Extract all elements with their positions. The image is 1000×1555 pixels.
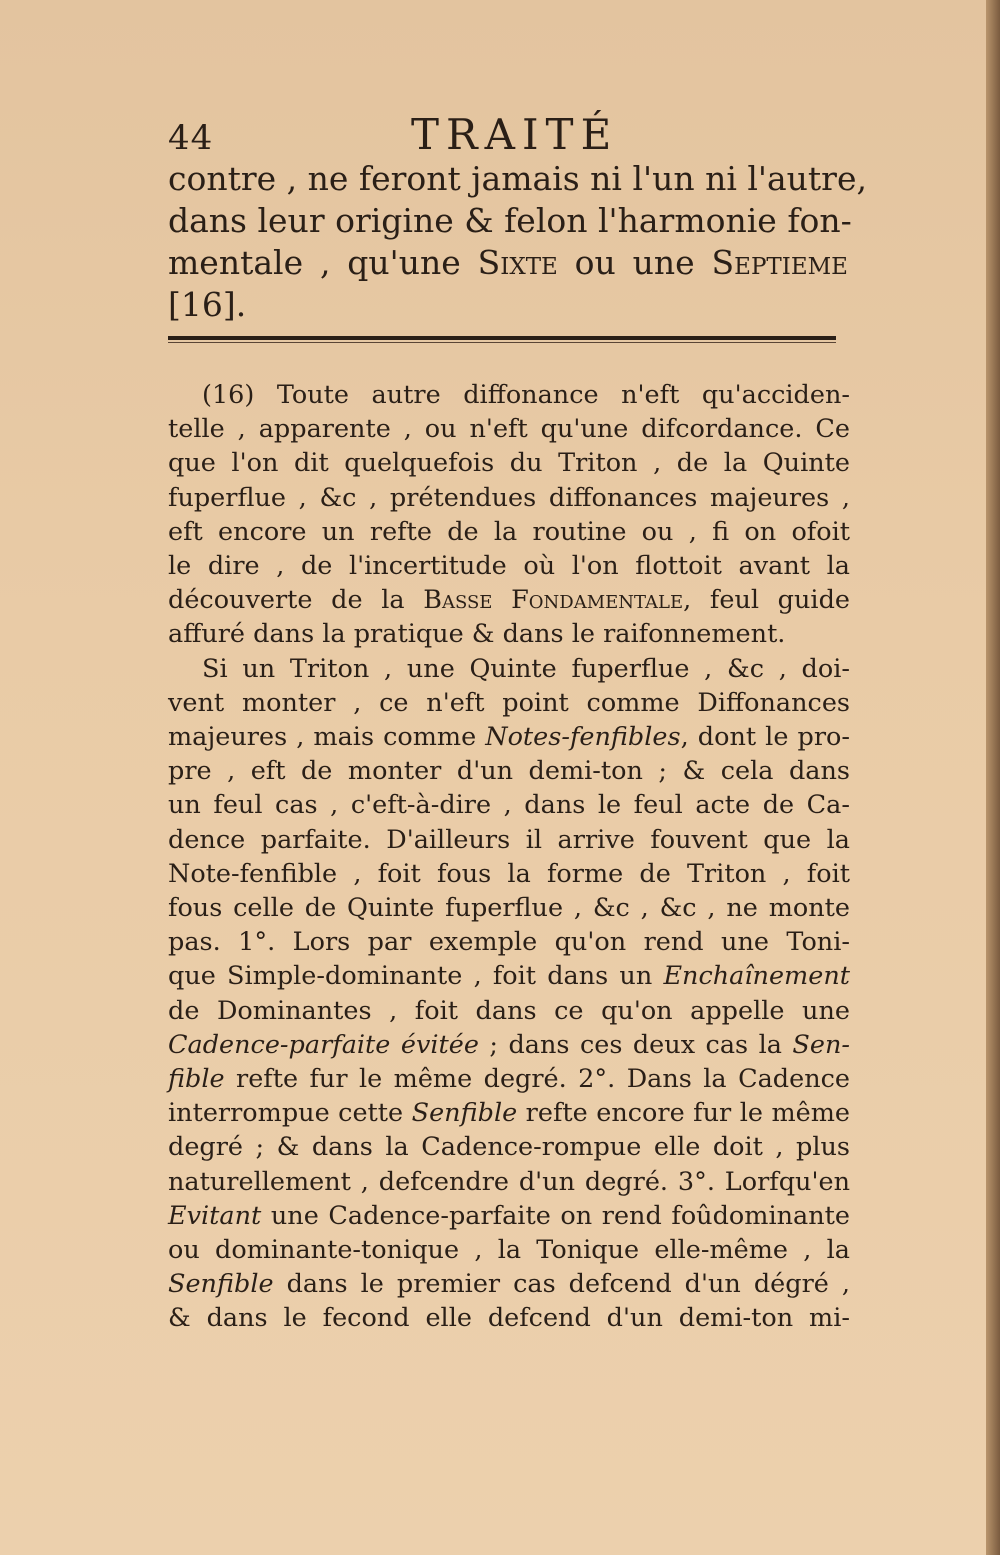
footnote-line: telle , apparente , ou n'eft qu'une difcordance. Ce bbox=[168, 414, 850, 445]
term-sen: Sen- bbox=[792, 1029, 850, 1060]
running-title: TRAITÉ bbox=[411, 110, 619, 159]
term-senfible-2: Senfible bbox=[168, 1269, 274, 1300]
main-line-3-text: mentale , qu'une bbox=[168, 243, 478, 282]
page-header bbox=[168, 110, 848, 160]
footnote bbox=[168, 378, 850, 1336]
term-fible: fible bbox=[168, 1064, 225, 1095]
term-enchainement: Enchaînement bbox=[663, 961, 850, 992]
footnote-line: dence parfaite. D'ailleurs il arrive fouvent que la bbox=[168, 824, 850, 855]
page-number: 44 bbox=[168, 118, 214, 158]
main-line-3-ou: ou une bbox=[557, 243, 712, 282]
footnote-line bbox=[168, 1199, 850, 1233]
footnote-line bbox=[168, 1267, 850, 1301]
footnote-line bbox=[168, 1062, 850, 1096]
main-text bbox=[168, 158, 867, 326]
term-evitant: Evitant bbox=[168, 1200, 262, 1231]
footnote-line bbox=[168, 583, 850, 617]
footnote-line: ou dominante-tonique , la Tonique elle-même , la bbox=[168, 1235, 850, 1266]
footnote-text: majeures , mais comme bbox=[168, 722, 486, 753]
page-edge bbox=[986, 0, 1000, 1555]
footnote-text: interrompue cette bbox=[168, 1098, 412, 1129]
footnote-text: découverte de la bbox=[168, 585, 424, 616]
term-senfible: Senfible bbox=[411, 1098, 518, 1129]
footnote-text: que Simple-dominante , foit dans un bbox=[168, 961, 664, 992]
footnote-line: degré ; & dans la Cadence-rompue elle doit , plus bbox=[168, 1132, 850, 1163]
footnote-line: pas. 1°. Lors par exemple qu'on rend une Toni- bbox=[168, 927, 850, 958]
footnote-line bbox=[168, 1096, 850, 1130]
term-cadence-evitee: Cadence-parfaite évitée bbox=[168, 1029, 479, 1060]
footnote-line: un feul cas , c'eft-à-dire , dans le feul acte de Ca- bbox=[168, 790, 850, 821]
footnote-line: fous celle de Quinte fuperflue , &c , &c , ne monte bbox=[168, 893, 850, 924]
footnote-text: , dont le pro- bbox=[680, 722, 850, 753]
separator-rule-thin bbox=[168, 342, 836, 343]
main-line-2: dans leur origine & felon l'harmonie fon- bbox=[168, 201, 852, 240]
footnote-line: eft encore un refte de la routine ou , fi on ofoit bbox=[168, 516, 850, 547]
footnote-line: pre , eft de monter d'un demi-ton ; & cela dans bbox=[168, 756, 850, 787]
footnote-line: Si un Triton , une Quinte fuperflue , &c , doi- bbox=[202, 653, 850, 684]
footnote-line bbox=[168, 720, 850, 754]
term-sixte: Sixte bbox=[477, 243, 558, 282]
main-line-3 bbox=[168, 242, 848, 284]
footnote-line bbox=[168, 959, 850, 993]
footnote-line: le dire , de l'incertitude où l'on flottoit avant la bbox=[168, 551, 850, 582]
footnote-text: ; dans ces deux cas la bbox=[478, 1029, 793, 1060]
footnote-line: de Dominantes , foit dans ce qu'on appelle une bbox=[168, 995, 850, 1026]
footnote-line: (16) Toute autre diffonance n'eft qu'acciden- bbox=[202, 380, 850, 410]
main-line-4: [16]. bbox=[168, 285, 247, 324]
footnote-line: affuré dans la pratique & dans le raifonnement. bbox=[168, 619, 786, 650]
footnote-line: Note-fenfible , foit fous la forme de Triton , foit bbox=[168, 858, 850, 889]
footnote-line: que l'on dit quelquefois du Triton , de la Quinte bbox=[168, 448, 850, 479]
footnote-line: vent monter , ce n'eft point comme Diffonances bbox=[168, 687, 850, 718]
term-notes-fensibles: Notes-fenfibles bbox=[485, 722, 681, 753]
footnote-text: une Cadence-parfaite on rend foûdominante bbox=[261, 1200, 850, 1231]
term-septieme: Septieme bbox=[711, 243, 848, 282]
main-line-1: contre , ne feront jamais ni l'un ni l'autre, bbox=[168, 159, 867, 198]
footnote-line: fuperflue , &c , prétendues diffonances majeures , bbox=[168, 482, 850, 513]
footnote-line bbox=[168, 1028, 850, 1062]
term-basse-fondamentale: Basse Fondamentale bbox=[423, 585, 684, 616]
separator-rule bbox=[168, 336, 836, 340]
footnote-text: dans le premier cas defcend d'un dégré , bbox=[273, 1269, 850, 1300]
footnote-text: refte encore fur le même bbox=[517, 1098, 850, 1129]
footnote-line: naturellement , defcendre d'un degré. 3°. Lorfqu'en bbox=[168, 1166, 850, 1197]
footnote-text: refte fur le même degré. 2°. Dans la Cadence bbox=[224, 1064, 850, 1095]
footnote-text: , feul guide bbox=[683, 585, 850, 616]
footnote-line: & dans le fecond elle defcend d'un demi-ton mi- bbox=[168, 1303, 850, 1334]
